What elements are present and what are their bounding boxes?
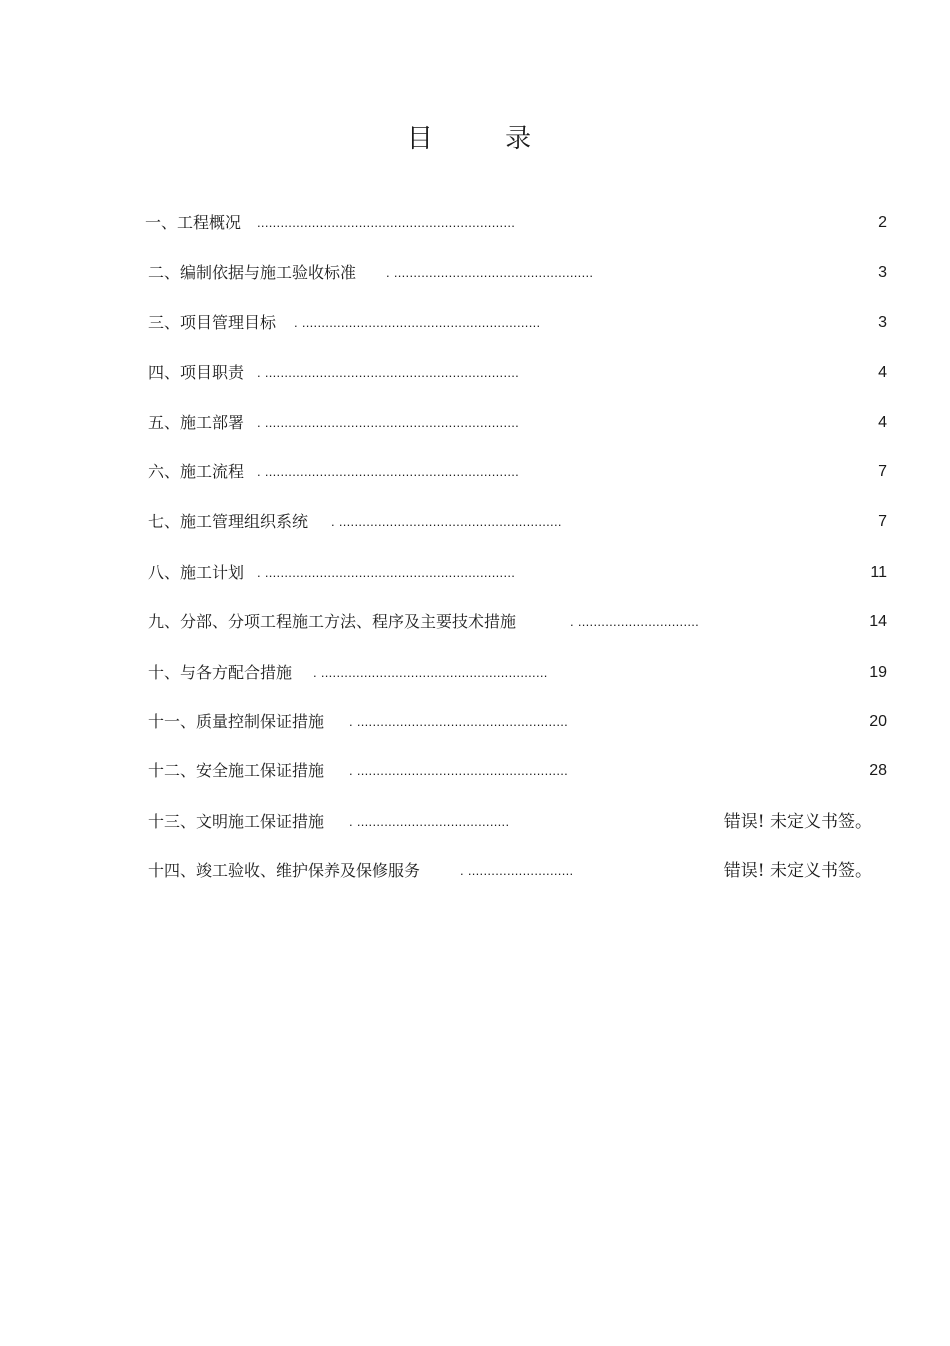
toc-entry-leader: . .......................................................... [313,665,548,680]
toc-entry[interactable] [0,561,950,585]
toc-entry-leader: .................................................................. [257,215,516,230]
toc-entry[interactable] [0,759,950,783]
toc-entry-leader: . ...................................................... [349,763,569,778]
toc-entry-leader: . ............................................................. [294,315,541,330]
toc-entry-leader: . ................................................................. [257,415,520,430]
toc-entry-leader: . ...................................................... [349,714,569,729]
toc-entry[interactable] [0,859,950,883]
toc-entry[interactable] [0,610,950,634]
toc-entry[interactable] [0,211,950,235]
toc-entry-leader: . ................................................... [386,265,594,280]
toc-entry-label: 六、施工流程 [148,462,245,481]
toc-entry-page: 19 [869,664,887,681]
toc-entry[interactable] [0,361,950,385]
toc-entry-label: 十二、安全施工保证措施 [148,761,325,780]
toc-entry-label: 十三、文明施工保证措施 [148,812,325,831]
toc-entry-leader: . ......................................................... [331,514,562,529]
page-title: 目 录 [406,124,564,154]
toc-entry-page: 4 [878,364,887,381]
toc-entry-label: 五、施工部署 [148,413,245,432]
toc-entry[interactable] [0,411,950,435]
toc-entry-label: 十一、质量控制保证措施 [148,712,325,731]
toc-entry[interactable] [0,510,950,534]
toc-entry-label: 八、施工计划 [148,563,245,582]
toc-entry-page: 3 [878,314,887,331]
toc-entry-page: 11 [870,564,887,581]
toc-entry-page: 错误! 未定义书签。 [723,861,872,881]
toc-entry[interactable] [0,311,950,335]
toc-entry-leader: . ............................... [570,614,700,629]
toc-entry[interactable] [0,460,950,484]
toc-entry-page: 错误! 未定义书签。 [723,812,872,832]
toc-entry-leader: . ................................................................. [257,464,520,479]
toc-entry-label: 二、编制依据与施工验收标准 [148,263,357,282]
toc-entry-label: 七、施工管理组织系统 [148,512,309,531]
toc-entry-label: 四、项目职责 [148,363,245,382]
toc-entry-leader: . ....................................... [349,814,510,829]
toc-entry-leader: . ................................................................ [257,565,516,580]
toc-entry-page: 3 [878,264,887,281]
toc-entry-page: 7 [878,513,887,530]
toc-entry-page: 14 [869,613,887,630]
toc-entry-page: 28 [869,762,887,779]
toc-entry[interactable] [0,661,950,685]
toc-entry-label: 十、与各方配合措施 [148,663,293,682]
toc-entry-page: 4 [878,414,887,431]
toc-entry[interactable] [0,710,950,734]
toc-entry-leader: . ........................... [460,863,574,878]
toc-entry-leader: . ................................................................. [257,365,520,380]
toc-entry-page: 20 [869,713,887,730]
toc-entry-label: 九、分部、分项工程施工方法、程序及主要技术措施 [148,612,517,631]
toc-entry-page: 2 [878,214,887,231]
toc-entry-label: 一、工程概况 [145,213,242,232]
toc-entry[interactable] [0,810,950,834]
toc-entry[interactable] [0,261,950,285]
toc-entry-label: 三、项目管理目标 [148,313,277,332]
toc-entry-label: 十四、竣工验收、维护保养及保修服务 [148,861,421,880]
toc-entry-page: 7 [878,463,887,480]
